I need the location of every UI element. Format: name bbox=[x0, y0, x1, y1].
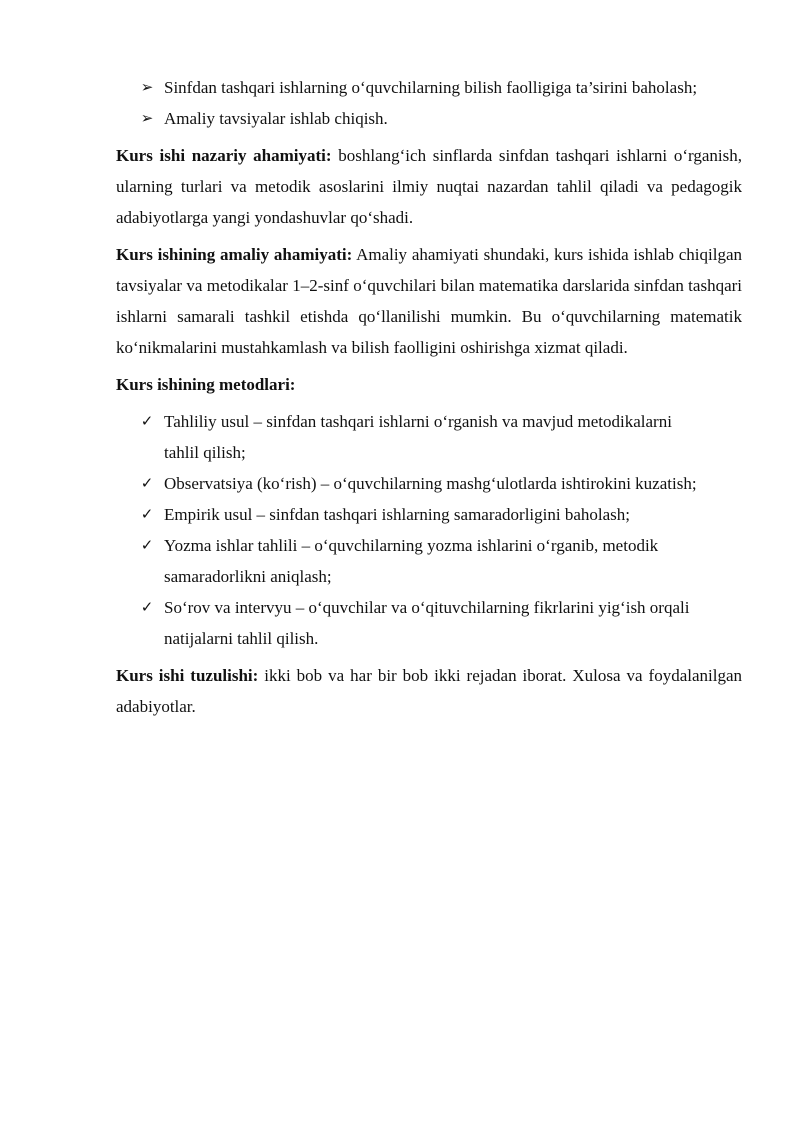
practical-significance-text: Amaliy ahamiyati shundaki, kurs ishida ishlab chiqilgan tavsiyalar va metodikalar 1–2-sinf o‘quvchilari bilan matematika darslarida sinfdan tashqari ishlarni samarali tashkil etishda qo‘llanilishi mumkin. Bu o‘quvchilarning matematik ko‘nikmalarini mustahkamlash va bilish faolligini oshirishga xizmat qiladi. bbox=[116, 245, 743, 357]
structure-label: Kurs ishi tuzulishi: bbox=[116, 666, 259, 685]
theoretical-significance-text: boshlang‘ich sinflarda sinfdan tashqari ishlarni o‘rganish, ularning turlari va metodik asoslarini ilmiy nuqtai nazardan tahlil qiladi va pedagogik adabiyotlarga yangi yondashuvlar qo‘shadi. bbox=[116, 146, 742, 227]
methods-list bbox=[116, 406, 742, 654]
list-item bbox=[116, 592, 742, 654]
list-item-text: Sinfdan tashqari ishlarning o‘quvchilarning bilish faolligiga ta’sirini baholash; bbox=[164, 78, 698, 97]
page-content bbox=[116, 72, 742, 722]
list-item bbox=[116, 530, 742, 592]
arrow-bullet-icon: ➢ bbox=[140, 109, 154, 127]
list-item-text: Tahliliy usul – sinfdan tashqari ishlarni o‘rganish va mavjud metodikalarni tahlil qilish; bbox=[164, 412, 672, 462]
goals-list bbox=[116, 72, 742, 134]
list-item-text: Amaliy tavsiyalar ishlab chiqish. bbox=[164, 109, 388, 128]
list-item-text: Yozma ishlar tahlili – o‘quvchilarning yozma ishlarini o‘rganib, metodik samaradorlikni aniqlash; bbox=[164, 536, 659, 586]
structure-text: ikki bob va har bir bob ikki rejadan iborat. Xulosa va foydalanilgan adabiyotlar. bbox=[116, 666, 742, 716]
checkmark-icon: ✓ bbox=[140, 412, 154, 430]
list-item bbox=[116, 468, 742, 499]
methods-heading: Kurs ishining metodlari: bbox=[116, 375, 296, 394]
list-item bbox=[116, 72, 742, 103]
practical-significance-label: Kurs ishining amaliy ahamiyati: bbox=[116, 245, 353, 264]
theoretical-significance-label: Kurs ishi nazariy ahamiyati: bbox=[116, 146, 332, 165]
structure-paragraph bbox=[116, 660, 742, 722]
theoretical-significance-paragraph bbox=[116, 140, 742, 233]
practical-significance-paragraph bbox=[116, 239, 742, 363]
list-item bbox=[116, 499, 742, 530]
list-item bbox=[116, 406, 742, 468]
list-item-text: Empirik usul – sinfdan tashqari ishlarning samaradorligini baholash; bbox=[164, 505, 630, 524]
checkmark-icon: ✓ bbox=[140, 536, 154, 554]
checkmark-icon: ✓ bbox=[140, 474, 154, 492]
checkmark-icon: ✓ bbox=[140, 505, 154, 523]
checkmark-icon: ✓ bbox=[140, 598, 154, 616]
list-item bbox=[116, 103, 742, 134]
arrow-bullet-icon: ➢ bbox=[140, 78, 154, 96]
list-item-text: Observatsiya (ko‘rish) – o‘quvchilarning mashg‘ulotlarda ishtirokini kuzatish; bbox=[164, 474, 697, 493]
list-item-text: So‘rov va intervyu – o‘quvchilar va o‘qituvchilarning fikrlarini yig‘ish orqali natijalarni tahlil qilish. bbox=[164, 598, 690, 648]
